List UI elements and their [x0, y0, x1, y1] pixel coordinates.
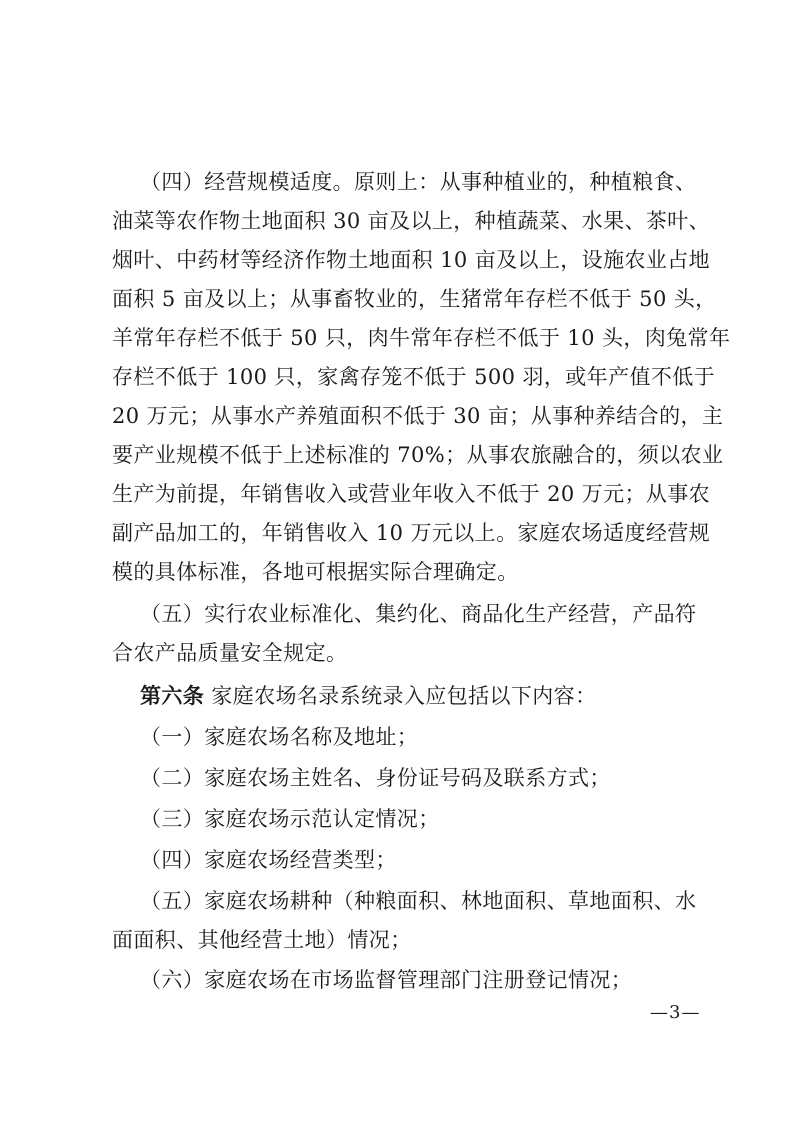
paragraph-4-line-3: 烟叶、中药材等经济作物土地面积 10 亩及以上，设施农业占地	[112, 248, 711, 272]
article-6-heading	[140, 682, 702, 710]
paragraph-5-line-2: 合农产品质量安全规定。	[112, 641, 348, 665]
article-label: 第六条	[140, 683, 205, 708]
list-item: （四）家庭农场经营类型；	[140, 848, 397, 872]
paragraph-4-line-10: 副产品加工的，年销售收入 10 万元以上。家庭农场适度经营规	[112, 521, 711, 545]
list-item: （二）家庭农场主姓名、身份证号码及联系方式；	[140, 766, 611, 790]
paragraph-4-line-9: 生产为前提，年销售收入或营业年收入不低于 20 万元；从事农	[112, 482, 711, 506]
list-item: （三）家庭农场示范认定情况；	[140, 807, 440, 831]
paragraph-4-line-8: 要产业规模不低于上述标准的 70%；从事农旅融合的，须以农业	[112, 443, 724, 467]
article-text: 家庭农场名录系统录入应包括以下内容：	[211, 684, 597, 708]
paragraph-4-line-11: 模的具体标准，各地可根据实际合理确定。	[112, 560, 519, 584]
paragraph-4-line-7: 20 万元；从事水产养殖面积不低于 30 亩；从事种养结合的，主	[112, 404, 724, 428]
list-item-continuation: 面面积、其他经营土地）情况；	[112, 928, 412, 952]
list-item: （一）家庭农场名称及地址；	[140, 725, 419, 749]
list-item: （五）家庭农场耕种（种粮面积、林地面积、草地面积、水	[140, 889, 697, 913]
paragraph-5-line-1: （五）实行农业标准化、集约化、商品化生产经营，产品符	[140, 602, 697, 626]
page-number: —3—	[650, 1002, 701, 1023]
paragraph-4-line-1: （四）经营规模适度。原则上：从事种植业的，种植粮食、	[140, 170, 697, 194]
paragraph-4-line-2: 油菜等农作物土地面积 30 亩及以上，种植蔬菜、水果、茶叶、	[112, 209, 711, 233]
paragraph-4-line-5: 羊常年存栏不低于 50 只，肉牛常年存栏不低于 10 头，肉兔常年	[112, 326, 731, 350]
paragraph-4-line-6: 存栏不低于 100 只，家禽存笼不低于 500 羽，或年产值不低于	[112, 365, 716, 389]
paragraph-4-line-4: 面积 5 亩及以上；从事畜牧业的，生猪常年存栏不低于 50 头，	[112, 287, 717, 311]
list-item: （六）家庭农场在市场监督管理部门注册登记情况；	[140, 968, 633, 992]
